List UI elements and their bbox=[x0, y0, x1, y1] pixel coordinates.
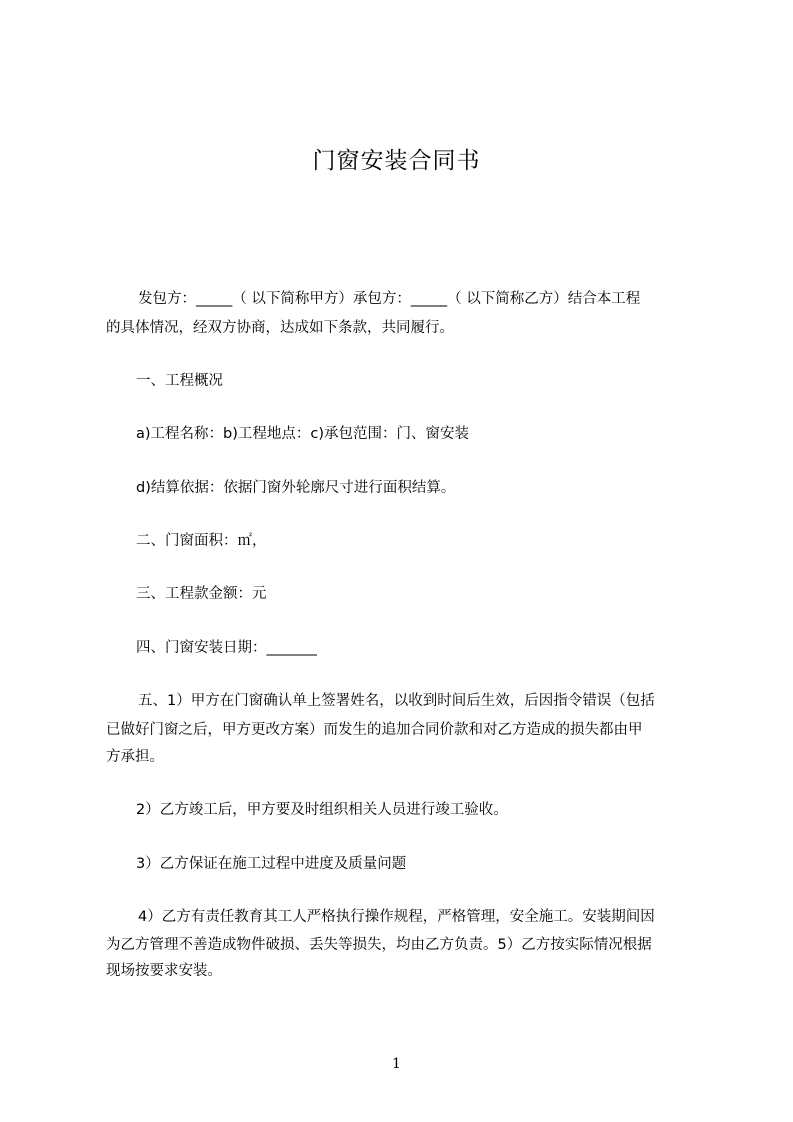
section-2-window-area: 二、门窗面积：㎡， bbox=[136, 533, 267, 549]
section-1-heading: 一、工程概况 bbox=[136, 373, 223, 389]
section-5-line-3: 方承担。 bbox=[106, 749, 164, 765]
section-1-items-abc: a)工程名称：b)工程地点：c)承包范围：门、窗安装 bbox=[136, 426, 470, 442]
intro-paragraph-line-2: 的具体情况，经双方协商，达成如下条款，共同履行。 bbox=[106, 320, 454, 336]
page-number: 1 bbox=[392, 1056, 401, 1072]
clause-4-line-1: 4）乙方有责任教育其工人严格执行操作规程，严格管理，安全施工。安装期间因 bbox=[138, 909, 655, 925]
section-1-item-d: d)结算依据：依据门窗外轮廓尺寸进行面积结算。 bbox=[136, 480, 456, 496]
intro-paragraph-line-1: 发包方：_____（ 以下简称甲方）承包方：_____（ 以下简称乙方）结合本工程 bbox=[138, 291, 641, 307]
clause-4-line-3: 现场按要求安装。 bbox=[106, 963, 222, 979]
section-3-contract-amount: 三、工程款金额：元 bbox=[136, 586, 267, 602]
document-title: 门窗安装合同书 bbox=[312, 148, 481, 174]
clause-4-line-2: 为乙方管理不善造成物件破损、丢失等损失，均由乙方负责。5）乙方按实际情况根据 bbox=[106, 937, 652, 953]
clause-3: 3）乙方保证在施工过程中进度及质量问题 bbox=[136, 856, 407, 872]
section-5-line-2: 已做好门窗之后，甲方更改方案）而发生的追加合同价款和对乙方造成的损失都由甲 bbox=[106, 722, 643, 738]
section-4-install-date: 四、门窗安装日期：_______ bbox=[136, 640, 318, 656]
section-5-line-1: 五、1）甲方在门窗确认单上签署姓名，以收到时间后生效，后因指令错误（包括 bbox=[138, 693, 655, 709]
clause-2: 2）乙方竣工后，甲方要及时组织相关人员进行竣工验收。 bbox=[136, 802, 508, 818]
